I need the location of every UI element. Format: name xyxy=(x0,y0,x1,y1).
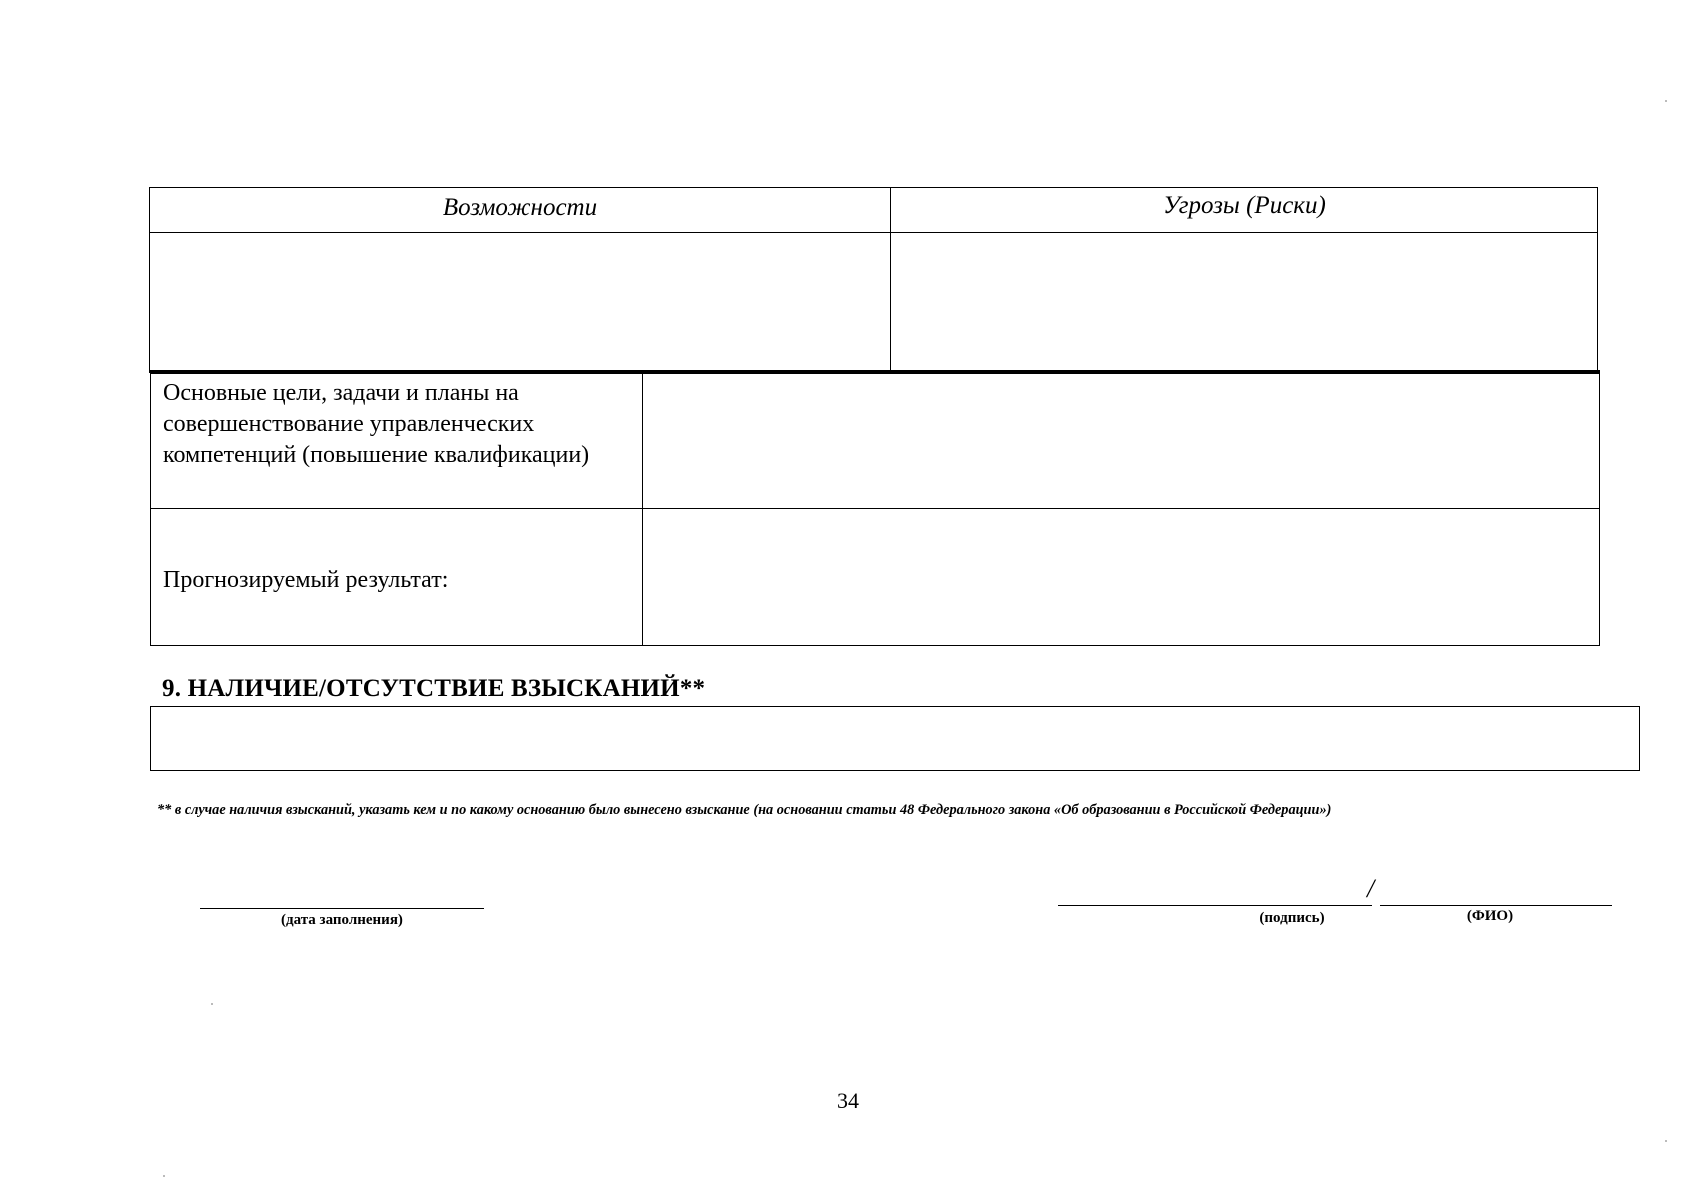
signature-caption: (подпись) xyxy=(1259,910,1325,926)
forecast-label: Прогнозируемый результат: xyxy=(163,567,449,593)
swot-table xyxy=(149,187,1598,373)
signature-separator: / xyxy=(1367,874,1375,903)
name-caption: (ФИО) xyxy=(1466,908,1514,924)
threats-header: Угрозы (Риски) xyxy=(1163,192,1326,219)
scan-speck xyxy=(211,1003,213,1005)
footnote: ** в случае наличия взысканий, указать кем и по какому основанию было вынесено взыскание (на основании статьи 48 Федерального закона «Об образовании в Российской Федерации») xyxy=(157,802,1332,818)
row-divider xyxy=(151,508,1599,509)
goals-label: Основные цели, задачи и планы на совершенствование управленческих компетенций (повышение квалификации) xyxy=(163,380,590,468)
penalties-field[interactable] xyxy=(150,706,1640,771)
date-line[interactable] xyxy=(200,908,484,909)
column-divider xyxy=(642,374,643,645)
name-line[interactable] xyxy=(1380,905,1612,906)
page-number: 34 xyxy=(837,1088,859,1113)
opportunities-header: Возможности xyxy=(442,194,598,221)
section-9-title: 9. НАЛИЧИЕ/ОТСУТСТВИЕ ВЗЫСКАНИЙ** xyxy=(162,675,706,702)
header-divider xyxy=(150,232,1597,233)
date-caption: (дата заполнения) xyxy=(281,912,403,928)
plans-table xyxy=(150,370,1600,646)
signature-line[interactable] xyxy=(1058,905,1372,906)
scan-speck xyxy=(1665,100,1667,102)
scan-speck xyxy=(1665,1140,1667,1142)
scan-speck xyxy=(163,1175,165,1177)
